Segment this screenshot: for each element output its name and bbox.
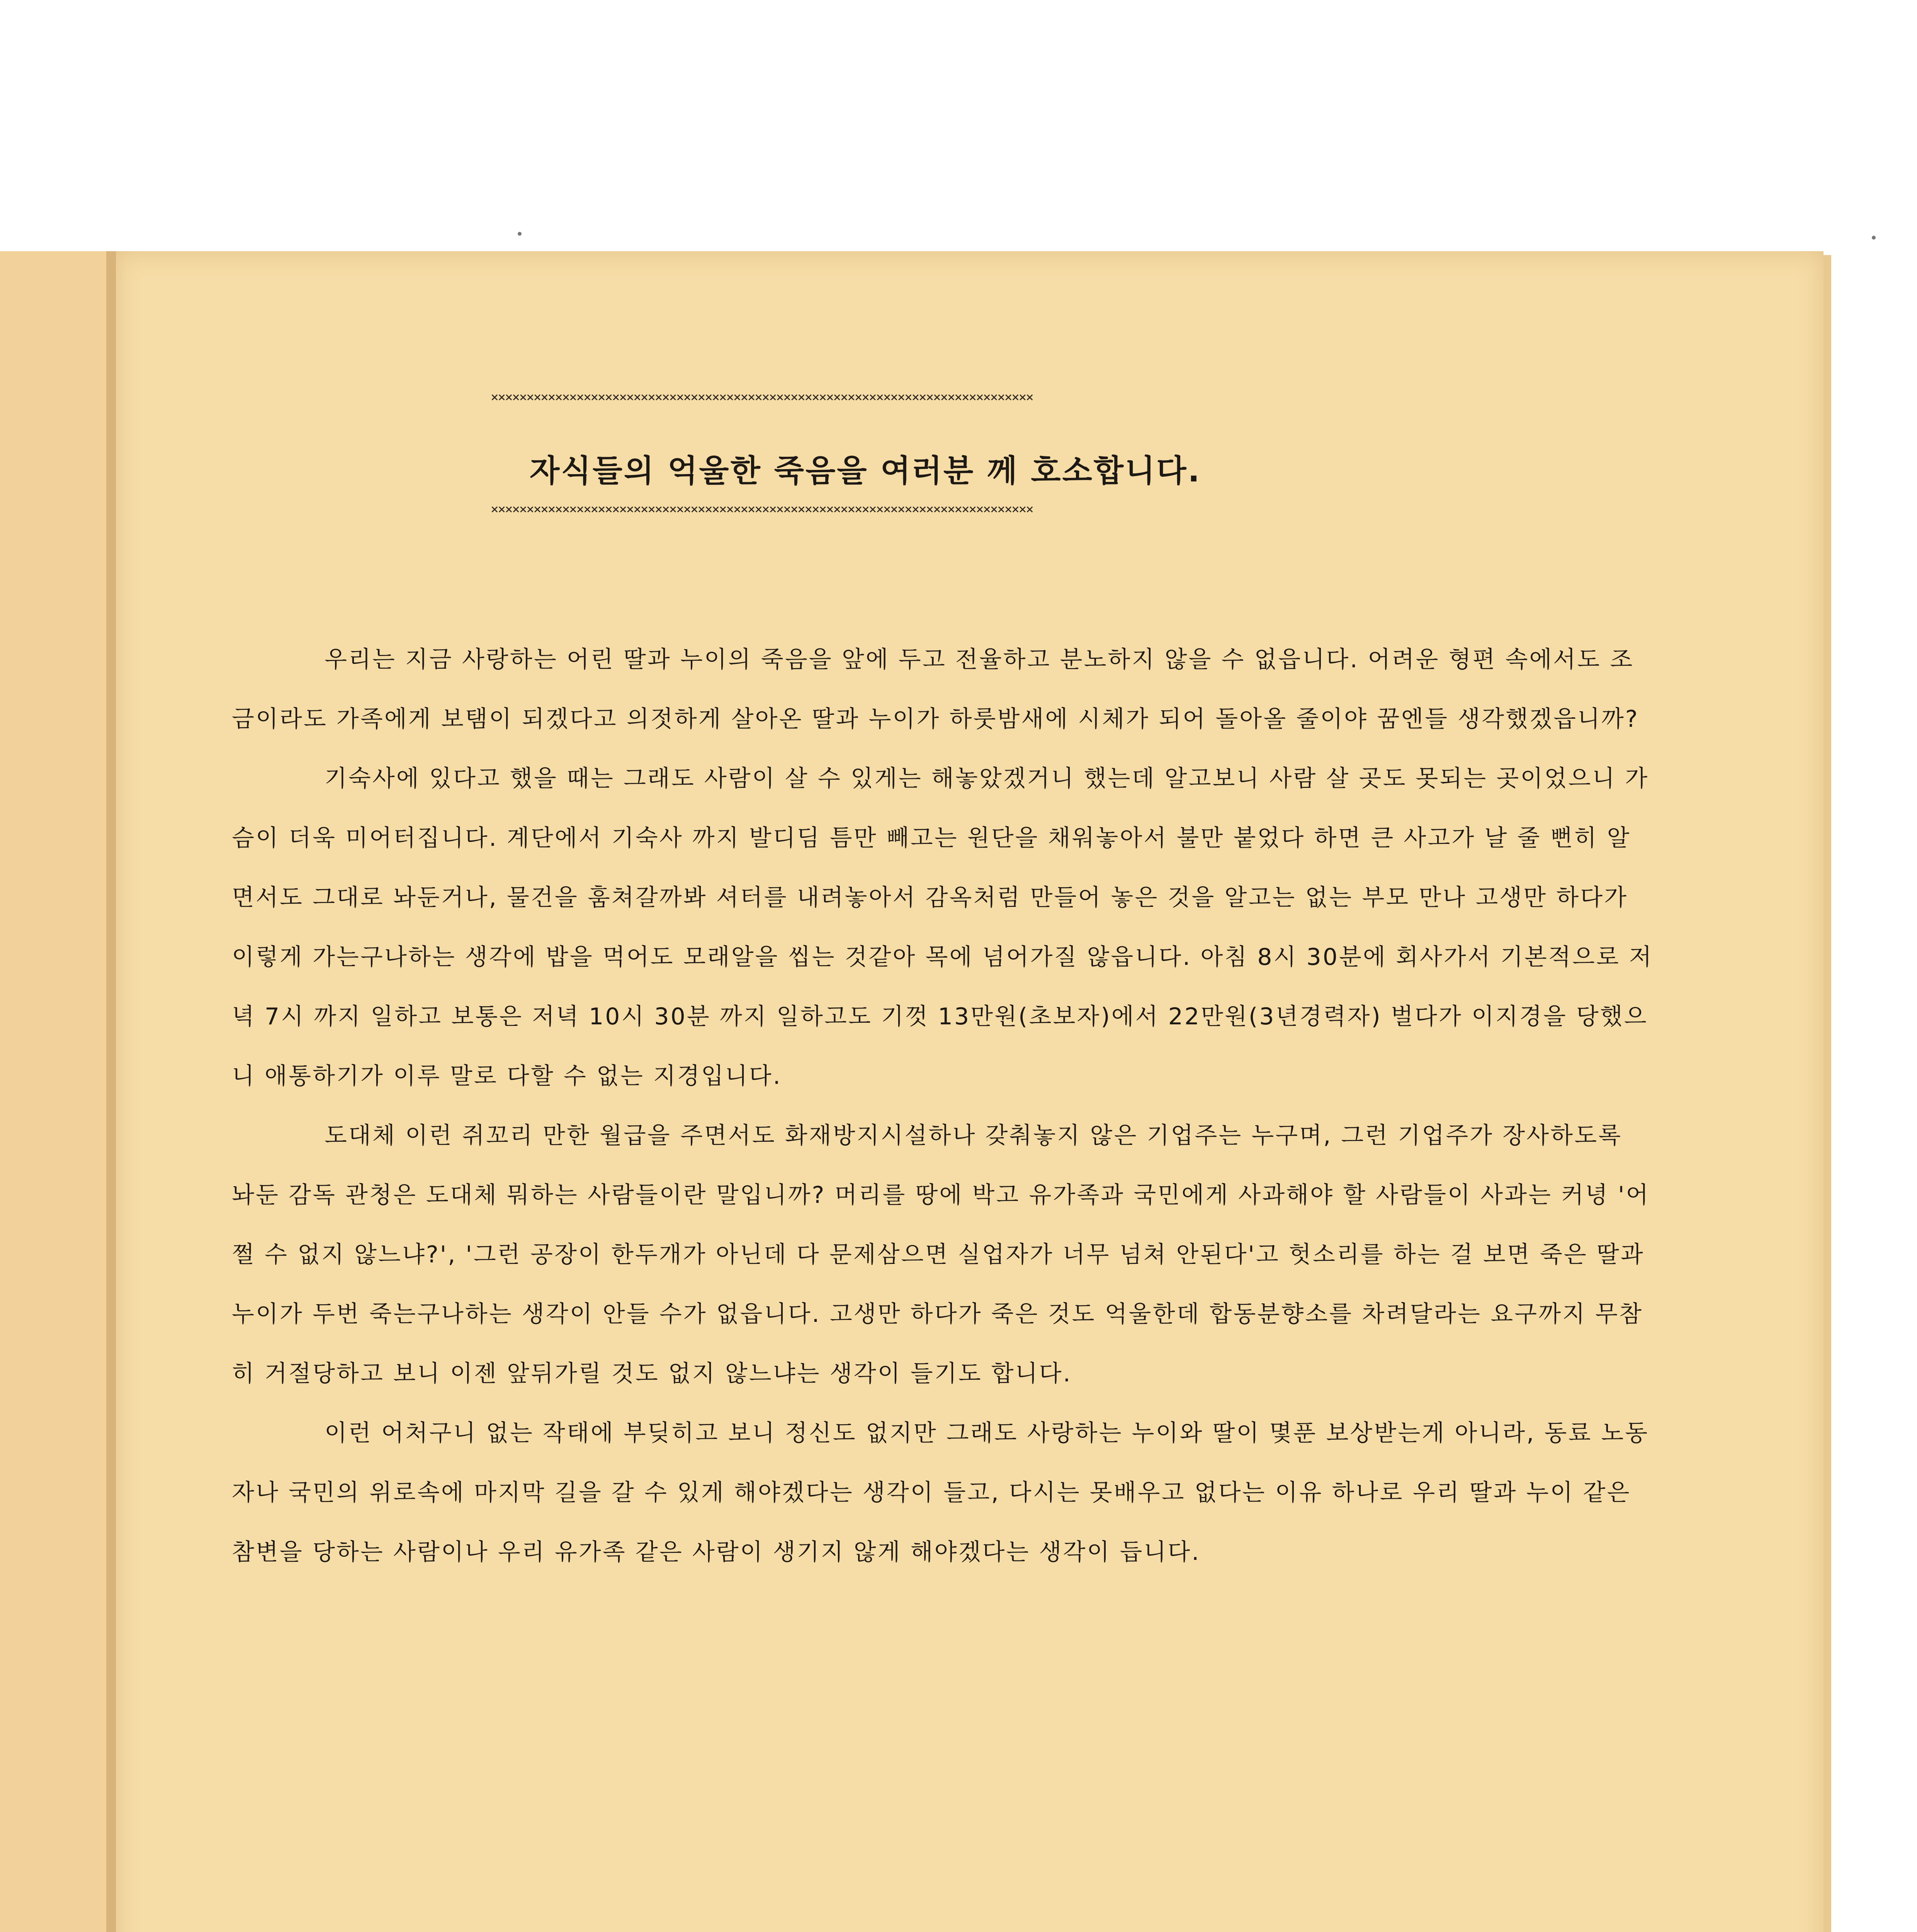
adjacent-page-strip bbox=[0, 251, 106, 1932]
page-binding-edge bbox=[106, 251, 116, 1932]
demands-intro bbox=[336, 1928, 1654, 1932]
page-title: 자식들의 억울한 죽음을 여러분 께 호소합니다. bbox=[530, 452, 1201, 489]
header-separator-bottom: ×××××××××××××××××××××××××××××××××××××××××××××××××××××××××××××××××××××××××××× bbox=[491, 502, 1033, 516]
page-right-edge bbox=[1824, 255, 1831, 1932]
paragraph: 우리는 지금 사랑하는 어린 딸과 누이의 죽음을 앞에 두고 전율하고 분노하지 않을 수 없읍니다. 어려운 형편 속에서도 조금이라도 가족에게 보탬이 되겠다고 의젓하게 살아온 딸과 누이가 하룻밤새에 시체가 되어 돌아올 줄이야 꿈엔들 생각했겠읍니까? bbox=[232, 646, 1639, 733]
demands-section bbox=[232, 1928, 1654, 1932]
paragraph: 기숙사에 있다고 했을 때는 그래도 사람이 살 수 있게는 해놓았겠거니 했는데 알고보니 사람 살 곳도 못되는 곳이었으니 가슴이 더욱 미어터집니다. 계단에서 기숙사 까지 발디딤 틈만 빼고는 원단을 채워놓아서 불만 붙었다 하면 큰 사고가 날 줄 뻔히 알면서도 그대로 놔둔거나, 물건을 훔쳐갈까봐 셔터를 내려놓아서 감옥처럼 만들어 놓은 것을 알고는 없는 부모 만나 고생만 하다가 이렇게 가는구나하는 생각에 밥을 먹어도 모래알을 씹는 것같아 목에 넘어가질 않읍니다. 아침 8시 30분에 회사가서 기본적으로 저녁 7시 까지 일하고 보통은 저녁 10시 30분 까지 일하고도 기껏 13만원(초보자)에서 22만원(3년경력자) 벌다가 이지경을 당했으니 애통하기가 이루 말로 다할 수 없는 지경입니다. bbox=[232, 765, 1653, 1090]
paragraph: 이런 어처구니 없는 작태에 부딪히고 보니 정신도 없지만 그래도 사랑하는 누이와 딸이 몇푼 보상받는게 아니라, 동료 노동자나 국민의 위로속에 마지막 길을 갈 수 있게 해야겠다는 생각이 들고, 다시는 못배우고 없다는 이유 하나로 우리 딸과 누이 같은 참변을 당하는 사람이나 우리 유가족 같은 사람이 생기지 않게 해야겠다는 생각이 듭니다. bbox=[232, 1420, 1649, 1566]
dust-speck bbox=[518, 232, 522, 236]
paragraph: 도대체 이런 쥐꼬리 만한 월급을 주면서도 화재방지시설하나 갖춰놓지 않은 기업주는 누구며, 그런 기업주가 장사하도록 놔둔 감독 관청은 도대체 뭐하는 사람들이란 말입니까? 머리를 땅에 박고 유가족과 국민에게 사과해야 할 사람들이 사과는 커녕 '어쩔 수 없지 않느냐?', '그런 공장이 한두개가 아닌데 다 문제삼으면 실업자가 너무 넘쳐 안된다'고 헛소리를 하는 걸 보면 죽은 딸과 누이가 두번 죽는구나하는 생각이 안들 수가 없읍니다. 고생만 하다가 죽은 것도 억울한데 합동분향소를 차려달라는 요구까지 무참히 거절당하고 보니 이젠 앞뒤가릴 것도 없지 않느냐는 생각이 들기도 합니다. bbox=[232, 1122, 1650, 1387]
body-text bbox=[232, 630, 1654, 1582]
dust-speck bbox=[1872, 236, 1876, 240]
header-separator-top: ×××××××××××××××××××××××××××××××××××××××××××××××××××××××××××××××××××××××××××× bbox=[491, 390, 1033, 404]
